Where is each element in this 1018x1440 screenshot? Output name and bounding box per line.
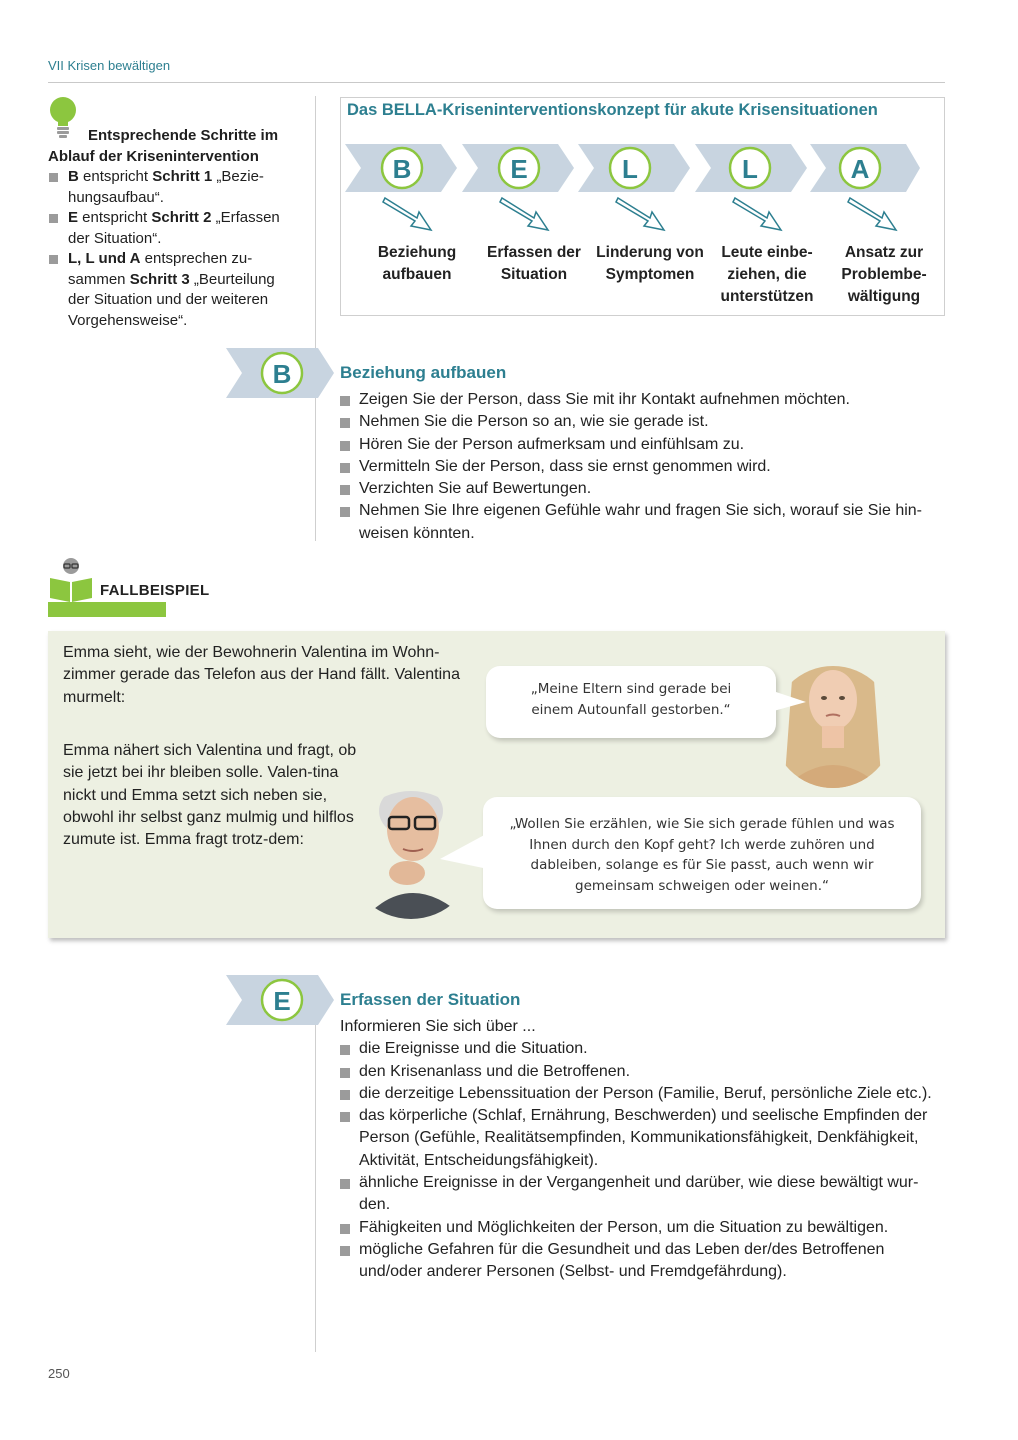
case-paragraph-1: Emma sieht, wie der Bewohnerin Valentina im Wohn-zimmer gerade das Telefon aus der Hand fällt. Valentina murmelt: xyxy=(63,644,460,706)
list-item: Nehmen Sie Ihre eigenen Gefühle wahr und fragen Sie sich, worauf sie Sie hin-weisen könnten. xyxy=(340,500,946,545)
bella-chevron-row xyxy=(345,140,925,240)
bella-step-label: Linderung von Symptomen xyxy=(596,244,704,283)
section-letter: B xyxy=(272,359,292,389)
speech-bubble-emma xyxy=(483,797,921,909)
list-item: den Krisenanlass und die Betroffenen. xyxy=(340,1061,946,1083)
list-item: Verzichten Sie auf Bewertungen. xyxy=(340,478,946,500)
section-e-badge xyxy=(226,974,336,1026)
section-e-title: Erfassen der Situation xyxy=(340,990,521,1009)
tip-item: E entspricht Schritt 2 „Erfassen der Situation“. xyxy=(48,208,298,249)
list-item: mögliche Gefahren für die Gesundheit und das Leben der/des Betroffenen und/oder anderer Personen (Selbst- und Fremdgefährdung). xyxy=(340,1239,946,1284)
list-item: die Ereignisse und die Situation. xyxy=(340,1038,946,1060)
section-b-title: Beziehung aufbauen xyxy=(340,363,507,382)
young-woman-portrait xyxy=(772,640,894,790)
bella-title: Das BELLA-Kriseninterventionskonzept für akute Krisensituationen xyxy=(347,101,878,119)
bella-letter: A xyxy=(850,154,870,184)
section-e-list xyxy=(340,1016,946,1284)
section-b-list xyxy=(340,389,946,545)
bella-letter: L xyxy=(742,154,758,184)
bella-letter: B xyxy=(392,154,412,184)
quote-valentina: „Meine Eltern sind gerade bei einem Autounfall gestorben.“ xyxy=(530,681,732,718)
tip-item: L, L und A entsprechen zu-sammen Schritt 3 „Beurteilung der Situation und der weiteren Vorgehensweise“. xyxy=(48,249,298,331)
list-item: ähnliche Ereignisse in der Vergangenheit und darüber, wie diese bewältigt wur-den. xyxy=(340,1172,946,1217)
list-item: Nehmen Sie die Person so an, wie sie gerade ist. xyxy=(340,411,946,433)
bella-letter: L xyxy=(622,154,638,184)
section-b-badge xyxy=(226,347,336,399)
case-study-underline xyxy=(48,602,166,617)
tip-box xyxy=(48,96,298,331)
list-item: Zeigen Sie der Person, dass Sie mit ihr Kontakt aufnehmen möchten. xyxy=(340,389,946,411)
speech-bubble-valentina xyxy=(486,666,776,738)
list-item: Fähigkeiten und Möglichkeiten der Person, um die Situation zu bewältigen. xyxy=(340,1217,946,1239)
page-number: 250 xyxy=(48,1366,70,1381)
header-rule xyxy=(48,82,945,83)
tip-title-line2: Ablauf der Krisenintervention xyxy=(48,147,259,165)
chapter-header: VII Krisen bewältigen xyxy=(48,58,171,73)
bubble-tail xyxy=(440,833,488,869)
list-item: Vermitteln Sie der Person, dass sie ernst genommen wird. xyxy=(340,456,946,478)
tip-title: Entsprechende Schritte im xyxy=(88,127,279,144)
list-item: Hören Sie der Person aufmerksam und einfühlsam zu. xyxy=(340,434,946,456)
bella-step-label: Beziehung aufbauen xyxy=(377,244,457,283)
tip-item: B entspricht Schritt 1 „Bezie-hungsaufbau“. xyxy=(48,167,298,208)
reader-icon xyxy=(48,556,94,602)
column-divider-top xyxy=(315,96,316,541)
list-item: das körperliche (Schlaf, Ernährung, Beschwerden) und seelische Empfinden der Person (Gefühle, Realitätsempfinden, Kommunikationsfähigkeit, Denkfähigkeit, Aktivität, Entscheidungsfähigkeit). xyxy=(340,1105,946,1172)
section-e-intro: Informieren Sie sich über ... xyxy=(340,1018,536,1035)
bubble-tail xyxy=(770,688,806,714)
column-divider-bottom xyxy=(315,1022,316,1352)
bella-step-label: Ansatz zur Problembe- wältigung xyxy=(841,244,927,305)
quote-emma: „Wollen Sie erzählen, wie Sie sich gerade fühlen und was Ihnen durch den Kopf geht? Ich werde zuhören und dableiben, solange es für Sie passt, auch wenn wir gemeinsam schweigen oder weinen.“ xyxy=(509,816,895,894)
bella-step-b-chevron xyxy=(345,144,457,230)
bella-step-label: Erfassen der Situation xyxy=(487,244,581,283)
bella-letter: E xyxy=(510,154,528,184)
list-item: die derzeitige Lebenssituation der Person (Familie, Beruf, persönliche Ziele etc.). xyxy=(340,1083,946,1105)
section-letter: E xyxy=(273,986,291,1016)
case-paragraph-2: Emma nähert sich Valentina und fragt, ob sie jetzt bei ihr bleiben solle. Valen-tina nickt und Emma setzt sich neben sie, obwohl ihr selbst ganz mulmig und hilflos zumute ist. Emma fragt trotz-dem: xyxy=(63,742,357,849)
case-study-label: FALLBEISPIEL xyxy=(100,582,210,599)
bella-step-label: Leute einbe- ziehen, die unterstützen xyxy=(720,244,814,305)
